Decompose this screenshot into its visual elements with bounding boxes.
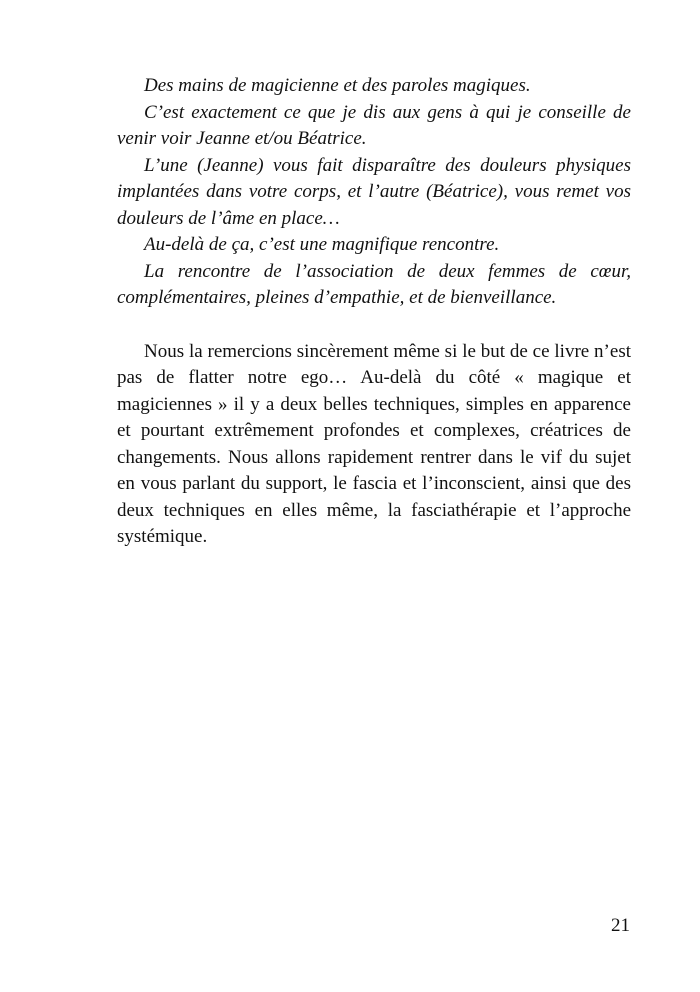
quote-paragraph: C’est exactement ce que je dis aux gens à qui je conseille de venir voir Jeanne et/ou Béatrice. — [117, 101, 631, 149]
body-paragraph: Nous la remercions sincèrement même si le but de ce livre n’est pas de flatter notre ego… Au-delà du côté « magique et magiciennes » il y a deux belles techniques, simples en apparence et pourtant extrêmement profondes et complexes, créatrices de changements. Nous allons rapidement rentrer dans le vif du sujet en vous parlant du support, le fascia et l’inconscient, ainsi que des deux techniques en elles même, la fasciathérapie et l’approche systémique. — [117, 340, 631, 547]
quote-paragraph: L’une (Jeanne) vous fait disparaître des douleurs physiques implantées dans votre corps, et l’autre (Béatrice), vous remet vos douleurs de l’âme en place… — [117, 154, 631, 229]
page-text — [117, 73, 631, 551]
paragraph-spacer — [117, 312, 631, 339]
page-number: 21 — [611, 915, 630, 936]
quote-paragraph: La rencontre de l’association de deux femmes de cœur, complémentaires, pleines d’empathie, et de bienveillance. — [117, 260, 631, 308]
quote-paragraph: Des mains de magicienne et des paroles magiques. — [144, 75, 531, 96]
quote-paragraph: Au-delà de ça, c’est une magnifique rencontre. — [144, 234, 500, 255]
testimonial-quote — [117, 73, 631, 312]
